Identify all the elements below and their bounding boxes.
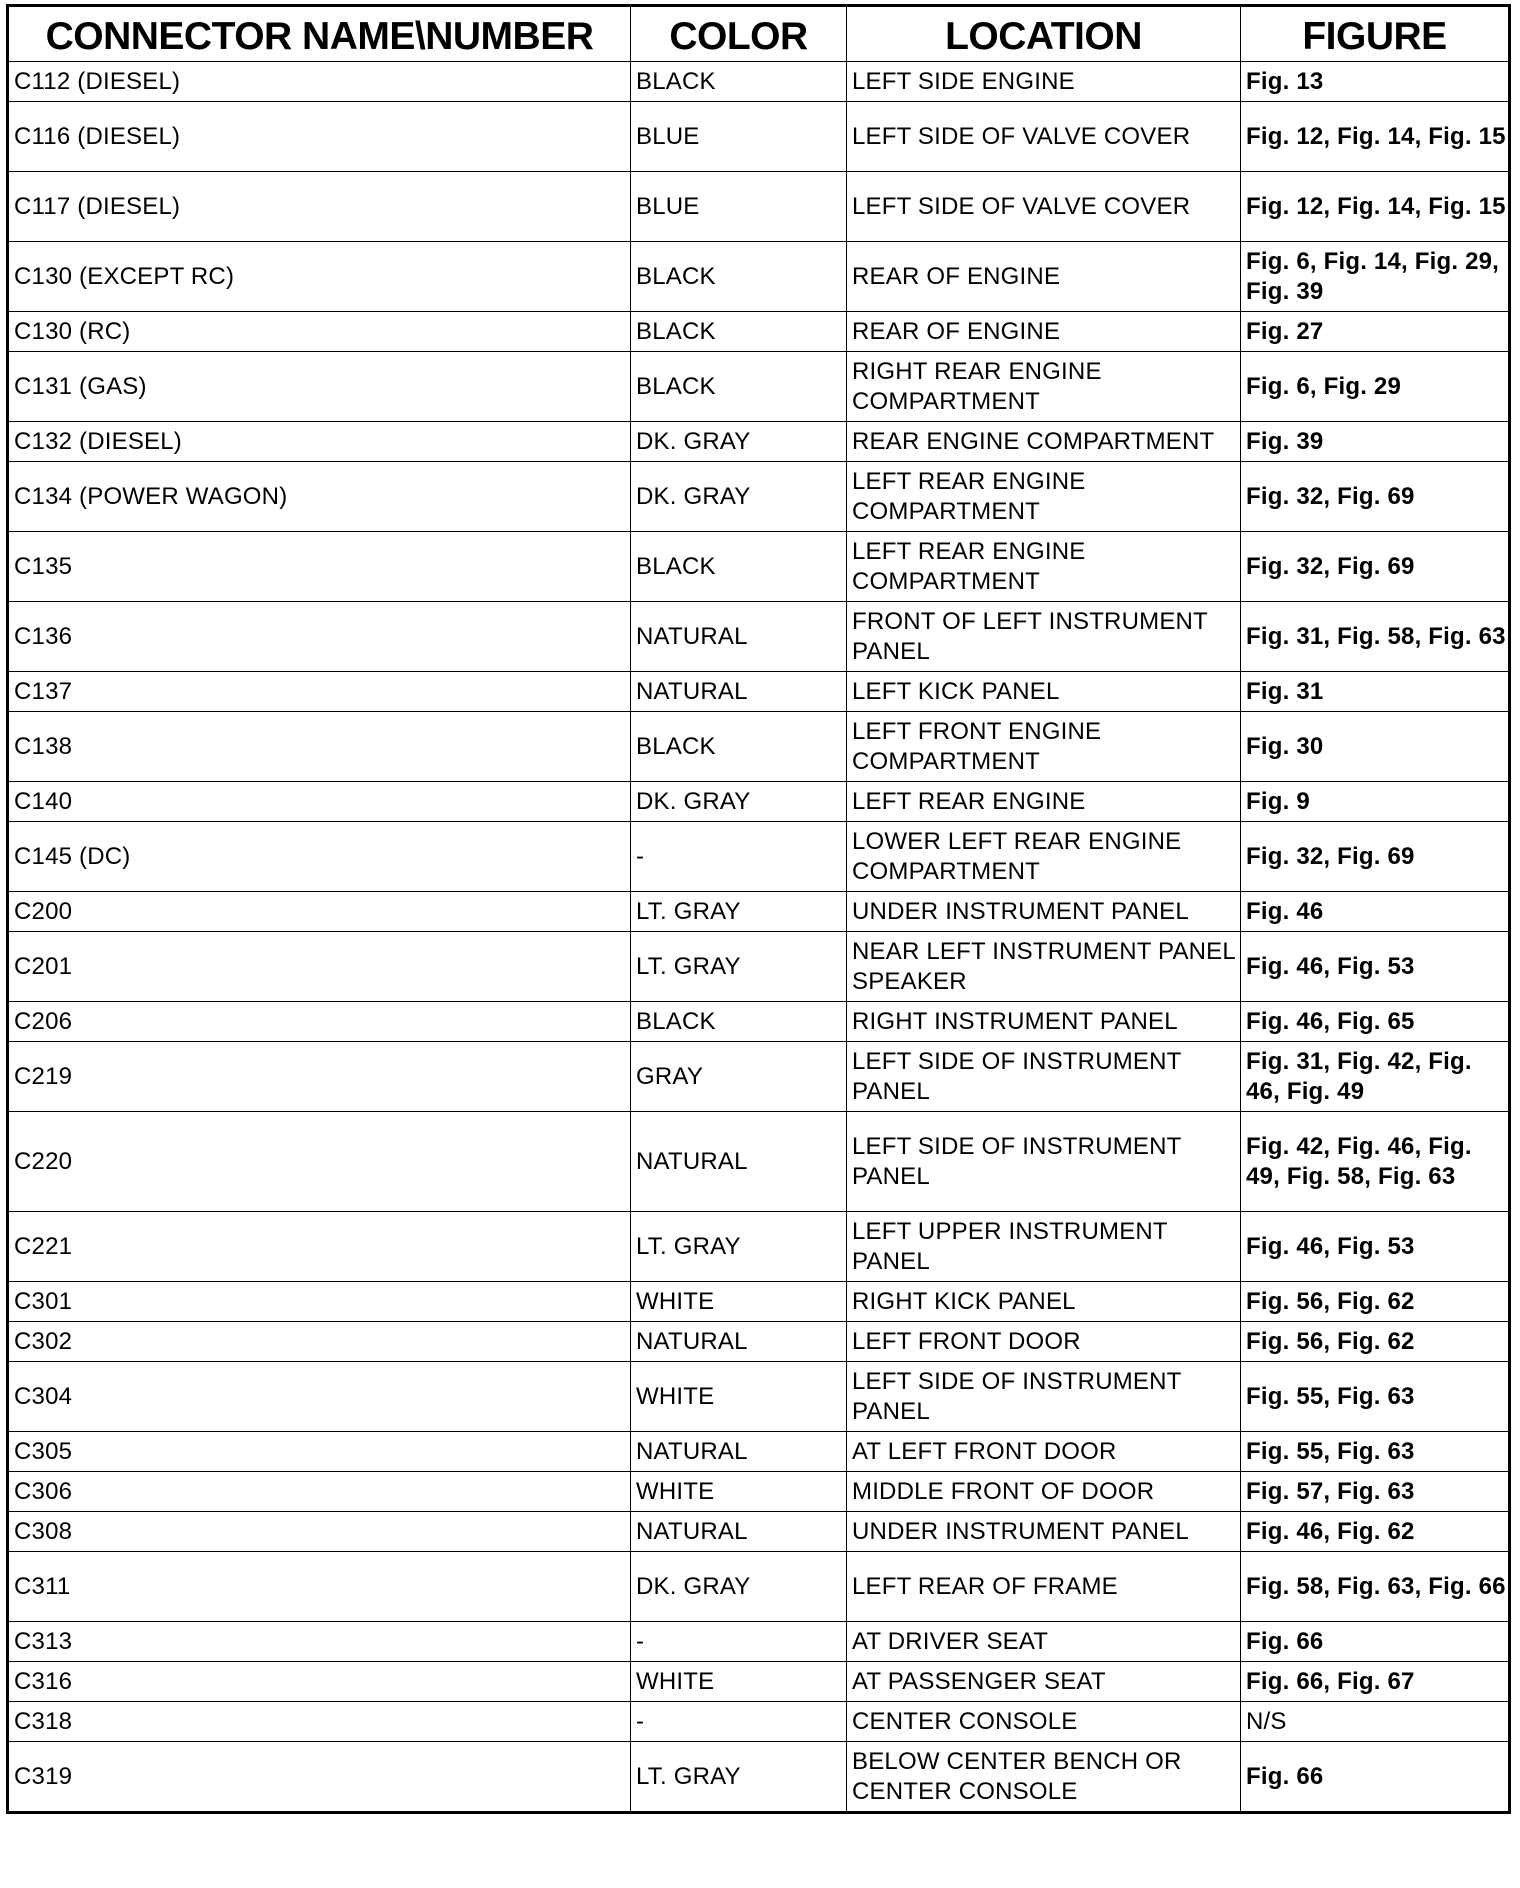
- connector-cell: C145 (DC): [8, 822, 631, 892]
- connector-cell: C319: [8, 1742, 631, 1813]
- figure-cell: Fig. 46, Fig. 53: [1241, 932, 1510, 1002]
- figure-cell: Fig. 46, Fig. 65: [1241, 1002, 1510, 1042]
- figure-cell: Fig. 31, Fig. 42, Fig. 46, Fig. 49: [1241, 1042, 1510, 1112]
- connector-cell: C135: [8, 532, 631, 602]
- location-cell: UNDER INSTRUMENT PANEL: [847, 892, 1241, 932]
- color-cell: -: [631, 1622, 847, 1662]
- color-cell: WHITE: [631, 1362, 847, 1432]
- figure-cell: Fig. 12, Fig. 14, Fig. 15: [1241, 172, 1510, 242]
- color-cell: LT. GRAY: [631, 1742, 847, 1813]
- table-row: [8, 1742, 1510, 1813]
- location-cell: LEFT SIDE OF VALVE COVER: [847, 102, 1241, 172]
- connector-cell: C219: [8, 1042, 631, 1112]
- connector-cell: C136: [8, 602, 631, 672]
- table-row: [8, 62, 1510, 102]
- table-row: [8, 712, 1510, 782]
- figure-cell: Fig. 31, Fig. 58, Fig. 63: [1241, 602, 1510, 672]
- location-cell: LEFT FRONT ENGINE COMPARTMENT: [847, 712, 1241, 782]
- connector-cell: C130 (RC): [8, 312, 631, 352]
- location-cell: LEFT SIDE OF INSTRUMENT PANEL: [847, 1042, 1241, 1112]
- figure-cell: Fig. 66, Fig. 67: [1241, 1662, 1510, 1702]
- color-cell: WHITE: [631, 1282, 847, 1322]
- figure-cell: Fig. 58, Fig. 63, Fig. 66: [1241, 1552, 1510, 1622]
- table-row: [8, 172, 1510, 242]
- table-row: [8, 602, 1510, 672]
- header-location: LOCATION: [847, 6, 1241, 62]
- color-cell: DK. GRAY: [631, 782, 847, 822]
- figure-cell: Fig. 42, Fig. 46, Fig. 49, Fig. 58, Fig. 63: [1241, 1112, 1510, 1212]
- color-cell: DK. GRAY: [631, 422, 847, 462]
- color-cell: LT. GRAY: [631, 892, 847, 932]
- table-row: [8, 1702, 1510, 1742]
- figure-cell: Fig. 32, Fig. 69: [1241, 822, 1510, 892]
- figure-cell: Fig. 56, Fig. 62: [1241, 1282, 1510, 1322]
- connector-cell: C313: [8, 1622, 631, 1662]
- table-row: [8, 242, 1510, 312]
- table-row: [8, 1002, 1510, 1042]
- header-figure: FIGURE: [1241, 6, 1510, 62]
- location-cell: LEFT FRONT DOOR: [847, 1322, 1241, 1362]
- location-cell: UNDER INSTRUMENT PANEL: [847, 1512, 1241, 1552]
- color-cell: NATURAL: [631, 1432, 847, 1472]
- table-row: [8, 312, 1510, 352]
- location-cell: RIGHT KICK PANEL: [847, 1282, 1241, 1322]
- connector-cell: C311: [8, 1552, 631, 1622]
- figure-cell: Fig. 55, Fig. 63: [1241, 1432, 1510, 1472]
- table-row: [8, 892, 1510, 932]
- figure-cell: Fig. 55, Fig. 63: [1241, 1362, 1510, 1432]
- table-row: [8, 462, 1510, 532]
- figure-cell: Fig. 46: [1241, 892, 1510, 932]
- connector-cell: C302: [8, 1322, 631, 1362]
- location-cell: NEAR LEFT INSTRUMENT PANEL SPEAKER: [847, 932, 1241, 1002]
- location-cell: LEFT REAR OF FRAME: [847, 1552, 1241, 1622]
- table-row: [8, 1472, 1510, 1512]
- table-row: [8, 1362, 1510, 1432]
- table-row: [8, 352, 1510, 422]
- location-cell: REAR OF ENGINE: [847, 312, 1241, 352]
- connector-cell: C308: [8, 1512, 631, 1552]
- connector-cell: C220: [8, 1112, 631, 1212]
- table-row: [8, 782, 1510, 822]
- figure-cell: Fig. 66: [1241, 1622, 1510, 1662]
- connector-cell: C131 (GAS): [8, 352, 631, 422]
- figure-cell: Fig. 27: [1241, 312, 1510, 352]
- location-cell: REAR OF ENGINE: [847, 242, 1241, 312]
- figure-cell: Fig. 6, Fig. 14, Fig. 29, Fig. 39: [1241, 242, 1510, 312]
- color-cell: NATURAL: [631, 672, 847, 712]
- figure-cell: Fig. 46, Fig. 53: [1241, 1212, 1510, 1282]
- table-row: [8, 1622, 1510, 1662]
- color-cell: BLACK: [631, 1002, 847, 1042]
- figure-cell: Fig. 32, Fig. 69: [1241, 462, 1510, 532]
- location-cell: AT LEFT FRONT DOOR: [847, 1432, 1241, 1472]
- connector-cell: C134 (POWER WAGON): [8, 462, 631, 532]
- figure-cell: Fig. 6, Fig. 29: [1241, 352, 1510, 422]
- location-cell: LOWER LEFT REAR ENGINE COMPARTMENT: [847, 822, 1241, 892]
- table-row: [8, 1322, 1510, 1362]
- connector-cell: C138: [8, 712, 631, 782]
- table-row: [8, 672, 1510, 712]
- figure-cell: Fig. 56, Fig. 62: [1241, 1322, 1510, 1362]
- table-row: [8, 822, 1510, 892]
- figure-cell: Fig. 57, Fig. 63: [1241, 1472, 1510, 1512]
- location-cell: LEFT REAR ENGINE: [847, 782, 1241, 822]
- figure-cell: Fig. 46, Fig. 62: [1241, 1512, 1510, 1552]
- color-cell: BLACK: [631, 532, 847, 602]
- header-row: [8, 6, 1510, 62]
- figure-cell: Fig. 39: [1241, 422, 1510, 462]
- color-cell: LT. GRAY: [631, 932, 847, 1002]
- location-cell: AT PASSENGER SEAT: [847, 1662, 1241, 1702]
- table-row: [8, 1042, 1510, 1112]
- color-cell: -: [631, 1702, 847, 1742]
- location-cell: LEFT SIDE OF VALVE COVER: [847, 172, 1241, 242]
- connector-cell: C304: [8, 1362, 631, 1432]
- color-cell: BLACK: [631, 242, 847, 312]
- location-cell: CENTER CONSOLE: [847, 1702, 1241, 1742]
- connector-cell: C305: [8, 1432, 631, 1472]
- connector-cell: C132 (DIESEL): [8, 422, 631, 462]
- table-row: [8, 532, 1510, 602]
- table-row: [8, 422, 1510, 462]
- location-cell: REAR ENGINE COMPARTMENT: [847, 422, 1241, 462]
- figure-cell: Fig. 12, Fig. 14, Fig. 15: [1241, 102, 1510, 172]
- location-cell: AT DRIVER SEAT: [847, 1622, 1241, 1662]
- connector-cell: C112 (DIESEL): [8, 62, 631, 102]
- figure-cell: Fig. 9: [1241, 782, 1510, 822]
- color-cell: BLACK: [631, 62, 847, 102]
- color-cell: -: [631, 822, 847, 892]
- figure-cell: Fig. 32, Fig. 69: [1241, 532, 1510, 602]
- table-row: [8, 1512, 1510, 1552]
- connector-cell: C130 (EXCEPT RC): [8, 242, 631, 312]
- color-cell: BLACK: [631, 312, 847, 352]
- location-cell: LEFT SIDE ENGINE: [847, 62, 1241, 102]
- color-cell: NATURAL: [631, 602, 847, 672]
- header-color: COLOR: [631, 6, 847, 62]
- connector-cell: C206: [8, 1002, 631, 1042]
- location-cell: RIGHT REAR ENGINE COMPARTMENT: [847, 352, 1241, 422]
- figure-cell: Fig. 30: [1241, 712, 1510, 782]
- location-cell: BELOW CENTER BENCH OR CENTER CONSOLE: [847, 1742, 1241, 1813]
- connector-table: [6, 4, 1511, 1814]
- color-cell: BLUE: [631, 102, 847, 172]
- connector-cell: C140: [8, 782, 631, 822]
- figure-cell: Fig. 66: [1241, 1742, 1510, 1813]
- color-cell: NATURAL: [631, 1512, 847, 1552]
- figure-cell: N/S: [1241, 1702, 1510, 1742]
- location-cell: LEFT REAR ENGINE COMPARTMENT: [847, 532, 1241, 602]
- location-cell: RIGHT INSTRUMENT PANEL: [847, 1002, 1241, 1042]
- header-connector: CONNECTOR NAME\NUMBER: [8, 6, 631, 62]
- color-cell: LT. GRAY: [631, 1212, 847, 1282]
- connector-cell: C201: [8, 932, 631, 1002]
- figure-cell: Fig. 31: [1241, 672, 1510, 712]
- location-cell: MIDDLE FRONT OF DOOR: [847, 1472, 1241, 1512]
- color-cell: BLUE: [631, 172, 847, 242]
- color-cell: DK. GRAY: [631, 1552, 847, 1622]
- location-cell: LEFT UPPER INSTRUMENT PANEL: [847, 1212, 1241, 1282]
- color-cell: WHITE: [631, 1662, 847, 1702]
- connector-cell: C301: [8, 1282, 631, 1322]
- color-cell: NATURAL: [631, 1112, 847, 1212]
- color-cell: BLACK: [631, 352, 847, 422]
- location-cell: LEFT REAR ENGINE COMPARTMENT: [847, 462, 1241, 532]
- location-cell: FRONT OF LEFT INSTRUMENT PANEL: [847, 602, 1241, 672]
- table-row: [8, 932, 1510, 1002]
- connector-cell: C221: [8, 1212, 631, 1282]
- table-row: [8, 1552, 1510, 1622]
- connector-cell: C200: [8, 892, 631, 932]
- color-cell: BLACK: [631, 712, 847, 782]
- color-cell: GRAY: [631, 1042, 847, 1112]
- connector-cell: C316: [8, 1662, 631, 1702]
- connector-cell: C117 (DIESEL): [8, 172, 631, 242]
- location-cell: LEFT SIDE OF INSTRUMENT PANEL: [847, 1112, 1241, 1212]
- location-cell: LEFT KICK PANEL: [847, 672, 1241, 712]
- color-cell: DK. GRAY: [631, 462, 847, 532]
- figure-cell: Fig. 13: [1241, 62, 1510, 102]
- table-row: [8, 1212, 1510, 1282]
- connector-cell: C306: [8, 1472, 631, 1512]
- color-cell: NATURAL: [631, 1322, 847, 1362]
- connector-cell: C318: [8, 1702, 631, 1742]
- location-cell: LEFT SIDE OF INSTRUMENT PANEL: [847, 1362, 1241, 1432]
- table-row: [8, 1282, 1510, 1322]
- table-row: [8, 1112, 1510, 1212]
- table-row: [8, 1662, 1510, 1702]
- color-cell: WHITE: [631, 1472, 847, 1512]
- connector-cell: C116 (DIESEL): [8, 102, 631, 172]
- table-row: [8, 1432, 1510, 1472]
- table-row: [8, 102, 1510, 172]
- connector-cell: C137: [8, 672, 631, 712]
